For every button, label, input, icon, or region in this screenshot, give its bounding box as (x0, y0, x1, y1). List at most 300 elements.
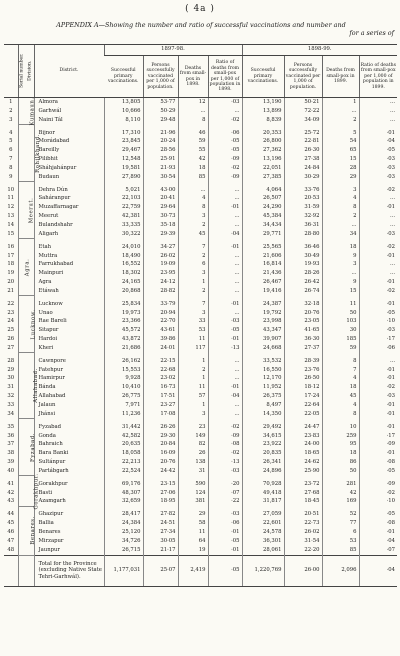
district-name: Mirzapur (34, 537, 104, 546)
deaths-1898: 31 (178, 467, 208, 476)
district-name: Jhánsi (34, 410, 104, 419)
vaccinations-1898-99: 12,170 (242, 374, 284, 383)
persons-per-1000-1897-98: 23·27 (143, 401, 178, 410)
death-ratio-1899: ·01 (359, 278, 397, 287)
vaccinations-1898-99: 20,835 (242, 449, 284, 458)
deaths-1898: 59 (178, 137, 208, 146)
vaccinations-1898-99: 16,814 (242, 260, 284, 269)
district-name: Gorakhpur (34, 476, 104, 489)
death-ratio-1899: ·05 (359, 309, 397, 318)
deaths-1899: 29 (322, 173, 359, 182)
vaccinations-1898-99: 24,387 (242, 296, 284, 309)
deaths-1899: 50 (322, 467, 359, 476)
death-ratio-1898: ·09 (208, 432, 242, 441)
death-ratio-1899: ... (359, 107, 397, 116)
persons-per-1000-1898-99: 25·72 (284, 125, 322, 138)
serial-number: 30 (7, 375, 15, 382)
deaths-1898: 1 (178, 353, 208, 366)
death-ratio-1898: ... (208, 366, 242, 375)
death-ratio-1899: ·01 (359, 296, 397, 309)
death-ratio-1899: ... (359, 98, 397, 107)
persons-per-1000-1897-98: 43·61 (143, 326, 178, 335)
vaccinations-1897-98: 18,490 (104, 252, 143, 261)
deaths-1899: 50 (322, 309, 359, 318)
serial-number: 20 (7, 279, 15, 286)
deaths-1899: ... (322, 107, 359, 116)
persons-per-1000-1897-98: 33·79 (143, 296, 178, 309)
district-name: Meerut (34, 212, 104, 221)
death-ratio-1899: ·01 (359, 419, 397, 432)
table-row (4, 173, 397, 182)
death-ratio-1899: ·09 (359, 476, 397, 489)
vaccinations-1897-98: 7,971 (104, 401, 143, 410)
total-vaccinations-2: 1,220,769 (242, 555, 284, 586)
death-ratio-1898: ·03 (208, 98, 242, 107)
table-row (4, 440, 397, 449)
deaths-1899: 18 (322, 449, 359, 458)
table-row (4, 116, 397, 125)
deaths-1898: 12 (178, 98, 208, 107)
vaccinations-1897-98: 21,686 (104, 344, 143, 353)
persons-per-1000-1897-98: 28·82 (143, 287, 178, 296)
vaccinations-1898-99: 26,375 (242, 392, 284, 401)
district-name: Rae Bareli (34, 317, 104, 326)
persons-per-1000-1897-98: 17·08 (143, 410, 178, 419)
deaths-1899: 8 (322, 410, 359, 419)
table-row (4, 537, 397, 546)
persons-per-1000-1898-99: 22·05 (284, 410, 322, 419)
death-ratio-1898: ... (208, 278, 242, 287)
total-label: Total for the Province (excluding Native State Tehri-Garhwál). (34, 555, 104, 586)
deaths-1899: 8 (322, 203, 359, 212)
serial-number: 44 (7, 511, 15, 518)
district-name: Etáwah (34, 287, 104, 296)
total-row (4, 555, 397, 586)
persons-per-1000-1898-99: 50·21 (284, 98, 322, 107)
death-ratio-1899: ·03 (359, 326, 397, 335)
deaths-1899: 103 (322, 317, 359, 326)
total-division-cell (18, 555, 34, 586)
death-ratio-1898: ·03 (208, 467, 242, 476)
table-row (4, 296, 397, 309)
vaccinations-1897-98: 29,467 (104, 146, 143, 155)
deaths-1899: 2 (322, 116, 359, 125)
vaccinations-1897-98: 42,582 (104, 432, 143, 441)
vaccinations-1897-98: 23,366 (104, 317, 143, 326)
vaccinations-1897-98: 10,666 (104, 107, 143, 116)
persons-per-1000-1897-98: 20·24 (143, 137, 178, 146)
serial-number: 31 (7, 384, 15, 391)
district-name: Pilibhit (34, 155, 104, 164)
vaccinations-1898-99: 19,792 (242, 309, 284, 318)
vaccinations-1898-99: 14,350 (242, 410, 284, 419)
deaths-1898: 149 (178, 432, 208, 441)
district-name: Kheri (34, 344, 104, 353)
persons-per-1000-1897-98: 29·64 (143, 203, 178, 212)
serial-number: 12 (7, 204, 15, 211)
death-ratio-1899: ·05 (359, 146, 397, 155)
death-ratio-1899: ·03 (359, 155, 397, 164)
serial-number: 15 (7, 230, 15, 237)
persons-per-1000-1897-98: 27·34 (143, 528, 178, 537)
deaths-1898: 124 (178, 489, 208, 498)
death-ratio-1899: ... (359, 269, 397, 278)
death-ratio-1898: ·03 (208, 506, 242, 519)
persons-per-1000-1898-99: 31·54 (284, 537, 322, 546)
district-name: Lucknow (34, 296, 104, 309)
persons-per-1000-1897-98: 16·73 (143, 383, 178, 392)
persons-per-1000-1898-99: 24·47 (284, 419, 322, 432)
vaccinations-1898-99: 13,190 (242, 98, 284, 107)
table-row (4, 366, 397, 375)
header-persons-per-1000-2: Persons successfully vaccinated per 1,000 of population. (284, 56, 322, 98)
vaccinations-1897-98: 19,973 (104, 309, 143, 318)
table-row (4, 519, 397, 528)
serial-number: 17 (7, 252, 15, 259)
division-name (18, 98, 34, 125)
deaths-1898: 381 (178, 497, 208, 506)
caption-title: APPENDIX A—Showing the number and ratio of successful vaccinations and number and (56, 21, 346, 29)
death-ratio-1898: ·01 (208, 383, 242, 392)
district-name: Bijnor (34, 125, 104, 138)
serial-number: 26 (7, 336, 15, 343)
vaccinations-1898-99: 29,492 (242, 419, 284, 432)
serial-number: 2 (9, 107, 13, 114)
page-number: ( 4a ) (185, 4, 215, 14)
death-ratio-1898: ·05 (208, 146, 242, 155)
persons-per-1000-1898-99: 27·37 (284, 344, 322, 353)
deaths-1899: 9 (322, 252, 359, 261)
deaths-1899: 52 (322, 506, 359, 519)
table-row (4, 230, 397, 239)
death-ratio-1899: ·05 (359, 506, 397, 519)
persons-per-1000-1897-98: 50·29 (143, 107, 178, 116)
district-name: Ballia (34, 519, 104, 528)
serial-number: 46 (7, 528, 15, 535)
death-ratio-1898: ... (208, 252, 242, 261)
deaths-1898: 8 (178, 203, 208, 212)
persons-per-1000-1897-98: 24·12 (143, 278, 178, 287)
table-row (4, 467, 397, 476)
vaccination-table (4, 44, 397, 587)
death-ratio-1898: ·04 (208, 230, 242, 239)
table-row (4, 383, 397, 392)
death-ratio-1899: ... (359, 116, 397, 125)
table-row (4, 182, 397, 195)
division-name (18, 506, 34, 555)
vaccinations-1897-98: 45,572 (104, 326, 143, 335)
deaths-1898: 1 (178, 401, 208, 410)
death-ratio-1899: ·01 (359, 252, 397, 261)
death-ratio-1899: ·02 (359, 239, 397, 252)
deaths-1899: 11 (322, 296, 359, 309)
vaccinations-1898-99: 49,418 (242, 489, 284, 498)
deaths-1898: 33 (178, 317, 208, 326)
deaths-1898: 2 (178, 221, 208, 230)
district-name: Naini Tál (34, 116, 104, 125)
serial-number: 22 (7, 300, 15, 307)
serial-number: 11 (7, 195, 15, 202)
deaths-1898: 4 (178, 194, 208, 203)
deaths-1899: 1 (322, 98, 359, 107)
table-row (4, 239, 397, 252)
total-death-ratio-1: ·05 (208, 555, 242, 586)
table-row (4, 335, 397, 344)
deaths-1898: 2 (178, 366, 208, 375)
death-ratio-1898: ·22 (208, 497, 242, 506)
death-ratio-1898: ... (208, 107, 242, 116)
district-name: Cawnpore (34, 353, 104, 366)
table-row (4, 317, 397, 326)
persons-per-1000-1898-99: 24·62 (284, 458, 322, 467)
table-row (4, 410, 397, 419)
death-ratio-1898: ·09 (208, 173, 242, 182)
deaths-1898: 82 (178, 440, 208, 449)
vaccinations-1897-98: 24,384 (104, 519, 143, 528)
serial-number: 34 (7, 410, 15, 417)
table-row (4, 506, 397, 519)
deaths-1898: 3 (178, 269, 208, 278)
vaccinations-1898-99: 26,507 (242, 194, 284, 203)
district-name: Dehra Dún (34, 182, 104, 195)
division-label: Rohilkhand. (34, 133, 41, 173)
deaths-1898: 7 (178, 239, 208, 252)
death-ratio-1899: ·01 (359, 125, 397, 138)
vaccinations-1897-98: 23,845 (104, 137, 143, 146)
division-label: Kumaun. (29, 96, 36, 126)
persons-per-1000-1898-99: 20·76 (284, 309, 322, 318)
vaccinations-1897-98: 34,726 (104, 537, 143, 546)
deaths-1899: 18 (322, 383, 359, 392)
deaths-1898: 1 (178, 374, 208, 383)
deaths-1899: 9 (322, 278, 359, 287)
deaths-1899: 30 (322, 326, 359, 335)
death-ratio-1899: ·03 (359, 392, 397, 401)
total-deaths-2: 2,096 (322, 555, 359, 586)
deaths-1898: 8 (178, 116, 208, 125)
death-ratio-1899: ·01 (359, 528, 397, 537)
deaths-1899: 7 (322, 366, 359, 375)
persons-per-1000-1898-99: 26·50 (284, 374, 322, 383)
vaccinations-1898-99: 27,362 (242, 146, 284, 155)
death-ratio-1898: ·01 (208, 546, 242, 555)
death-ratio-1899: ·01 (359, 449, 397, 458)
vaccinations-1897-98: 27,890 (104, 173, 143, 182)
district-name: Bulandshahr (34, 221, 104, 230)
serial-number: 48 (7, 546, 15, 553)
persons-per-1000-1898-99: 28·80 (284, 230, 322, 239)
persons-per-1000-1898-99: 17·24 (284, 392, 322, 401)
vaccinations-1897-98: 17,310 (104, 125, 143, 138)
vaccinations-1897-98: 24,165 (104, 278, 143, 287)
death-ratio-1898: ·05 (208, 537, 242, 546)
serial-number: 1 (9, 99, 13, 105)
deaths-1898: 7 (178, 296, 208, 309)
deaths-1899: 95 (322, 440, 359, 449)
serial-number: 23 (7, 309, 15, 316)
deaths-1899: 10 (322, 419, 359, 432)
deaths-1898: 58 (178, 519, 208, 528)
serial-number: 27 (7, 344, 15, 351)
district-name: Aligarh (34, 230, 104, 239)
death-ratio-1898: ·02 (208, 419, 242, 432)
deaths-1898: 3 (178, 309, 208, 318)
persons-per-1000-1897-98: 23·95 (143, 269, 178, 278)
persons-per-1000-1898-99: 36·30 (284, 335, 322, 344)
caption-continued: for a series of (349, 29, 394, 38)
persons-per-1000-1897-98: 29·30 (143, 432, 178, 441)
vaccinations-1897-98: 10,410 (104, 383, 143, 392)
persons-per-1000-1897-98: 24·42 (143, 467, 178, 476)
header-district: District. (34, 45, 104, 98)
persons-per-1000-1898-99: 24·00 (284, 440, 322, 449)
vaccinations-1898-99: 16,550 (242, 366, 284, 375)
serial-number: 14 (7, 221, 15, 228)
total-serial-cell (4, 555, 18, 586)
death-ratio-1898: ·03 (208, 317, 242, 326)
persons-per-1000-1898-99: 22·81 (284, 137, 322, 146)
district-name: Ghazipur (34, 506, 104, 519)
serial-number: 24 (7, 318, 15, 325)
district-name: Allahabad (34, 392, 104, 401)
vaccinations-1898-99: 27,385 (242, 173, 284, 182)
division-label: Agra. (23, 258, 30, 276)
death-ratio-1898: ·20 (208, 476, 242, 489)
vaccinations-1898-99: 19,416 (242, 287, 284, 296)
persons-per-1000-1897-98: 24·51 (143, 519, 178, 528)
serial-number: 47 (7, 537, 15, 544)
serial-number: 16 (7, 243, 15, 250)
death-ratio-1898: ... (208, 194, 242, 203)
deaths-1898: 11 (178, 383, 208, 392)
district-name: Benares (34, 528, 104, 537)
table-row (4, 344, 397, 353)
deaths-1899: 185 (322, 335, 359, 344)
vaccinations-1897-98: 22,103 (104, 194, 143, 203)
deaths-1898: 138 (178, 458, 208, 467)
persons-per-1000-1898-99: 41·65 (284, 326, 322, 335)
vaccinations-1898-99: 43,347 (242, 326, 284, 335)
serial-number: 7 (9, 156, 13, 163)
death-ratio-1899: ·02 (359, 383, 397, 392)
deaths-1899: ... (322, 269, 359, 278)
district-name: Hardoi (34, 335, 104, 344)
death-ratio-1898: ·07 (208, 489, 242, 498)
deaths-1898: 85 (178, 173, 208, 182)
vaccinations-1897-98: 18,302 (104, 269, 143, 278)
death-ratio-1899: ·06 (359, 344, 397, 353)
persons-per-1000-1898-99: 26·02 (284, 528, 322, 537)
persons-per-1000-1897-98: 17·51 (143, 392, 178, 401)
deaths-1899: 34 (322, 230, 359, 239)
vaccinations-1897-98: 20,635 (104, 440, 143, 449)
deaths-1899: 18 (322, 239, 359, 252)
header-persons-per-1000-1: Persons successfully vaccinated per 1,000 of population. (143, 56, 178, 98)
vaccinations-1897-98: 15,553 (104, 366, 143, 375)
vaccinations-1898-99: 22,601 (242, 519, 284, 528)
death-ratio-1899: ... (359, 353, 397, 366)
persons-per-1000-1898-99: 20·53 (284, 194, 322, 203)
death-ratio-1898: ·02 (208, 164, 242, 173)
persons-per-1000-1897-98: 20·84 (143, 440, 178, 449)
serial-number: 35 (7, 423, 15, 430)
death-ratio-1899: ... (359, 212, 397, 221)
vaccinations-1897-98: 9,928 (104, 374, 143, 383)
death-ratio-1899: ·07 (359, 546, 397, 555)
table-row (4, 137, 397, 146)
vaccinations-1897-98: 22,759 (104, 203, 143, 212)
persons-per-1000-1898-99: 27·68 (284, 489, 322, 498)
vaccinations-1897-98: 42,381 (104, 212, 143, 221)
header-deaths-2: Deaths from small-pox in 1899. (322, 56, 359, 98)
vaccinations-1897-98: 11,236 (104, 410, 143, 419)
serial-number: 39 (7, 459, 15, 466)
deaths-1898: 45 (178, 230, 208, 239)
persons-per-1000-1897-98: 24·01 (143, 344, 178, 353)
serial-number: 33 (7, 402, 15, 408)
death-ratio-1899: ... (359, 221, 397, 230)
persons-per-1000-1898-99: 30·49 (284, 252, 322, 261)
table-row (4, 107, 397, 116)
table-row (4, 98, 397, 107)
vaccinations-1898-99: 39,907 (242, 335, 284, 344)
vaccinations-1897-98: 31,442 (104, 419, 143, 432)
persons-per-1000-1897-98: 30·05 (143, 537, 178, 546)
deaths-1899: 4 (322, 194, 359, 203)
table-row (4, 326, 397, 335)
death-ratio-1899: ·09 (359, 440, 397, 449)
district-name: Sitapur (34, 326, 104, 335)
table-row (4, 476, 397, 489)
division-label: Lucknow. (30, 309, 37, 340)
vaccinations-1898-99: 25,565 (242, 239, 284, 252)
persons-per-1000-1898-99: 28·39 (284, 353, 322, 366)
table-row (4, 401, 397, 410)
persons-per-1000-1897-98: 21·93 (143, 164, 178, 173)
deaths-1898: 3 (178, 212, 208, 221)
vaccinations-1898-99: 45,384 (242, 212, 284, 221)
persons-per-1000-1898-99: 30·29 (284, 173, 322, 182)
vaccinations-1898-99: 24,896 (242, 467, 284, 476)
vaccinations-1898-99: 24,290 (242, 203, 284, 212)
death-ratio-1898: ... (208, 353, 242, 366)
persons-per-1000-1897-98: 43·00 (143, 182, 178, 195)
death-ratio-1898: ... (208, 260, 242, 269)
death-ratio-1898: ... (208, 287, 242, 296)
vaccinations-1898-99: 24,578 (242, 528, 284, 537)
persons-per-1000-1897-98: 23·15 (143, 476, 178, 489)
death-ratio-1899: ·04 (359, 537, 397, 546)
persons-per-1000-1898-99: 23·76 (284, 366, 322, 375)
death-ratio-1899: ·02 (359, 287, 397, 296)
deaths-1899: 2 (322, 212, 359, 221)
vaccinations-1897-98: 5,021 (104, 182, 143, 195)
district-name: Fyzabad (34, 419, 104, 432)
deaths-1898: 2 (178, 287, 208, 296)
deaths-1899: ... (322, 221, 359, 230)
vaccinations-1898-99: 26,467 (242, 278, 284, 287)
vaccinations-1898-99: 28,061 (242, 546, 284, 555)
persons-per-1000-1898-99: 23·83 (284, 432, 322, 441)
table-row (4, 546, 397, 555)
deaths-1898: 23 (178, 419, 208, 432)
persons-per-1000-1897-98: 20·41 (143, 194, 178, 203)
vaccinations-1897-98: 26,715 (104, 546, 143, 555)
death-ratio-1899: ·17 (359, 432, 397, 441)
total-persons-per-1000-2: 26·00 (284, 555, 322, 586)
total-persons-per-1000-1: 25·07 (143, 555, 178, 586)
persons-per-1000-1897-98: 29·39 (143, 230, 178, 239)
